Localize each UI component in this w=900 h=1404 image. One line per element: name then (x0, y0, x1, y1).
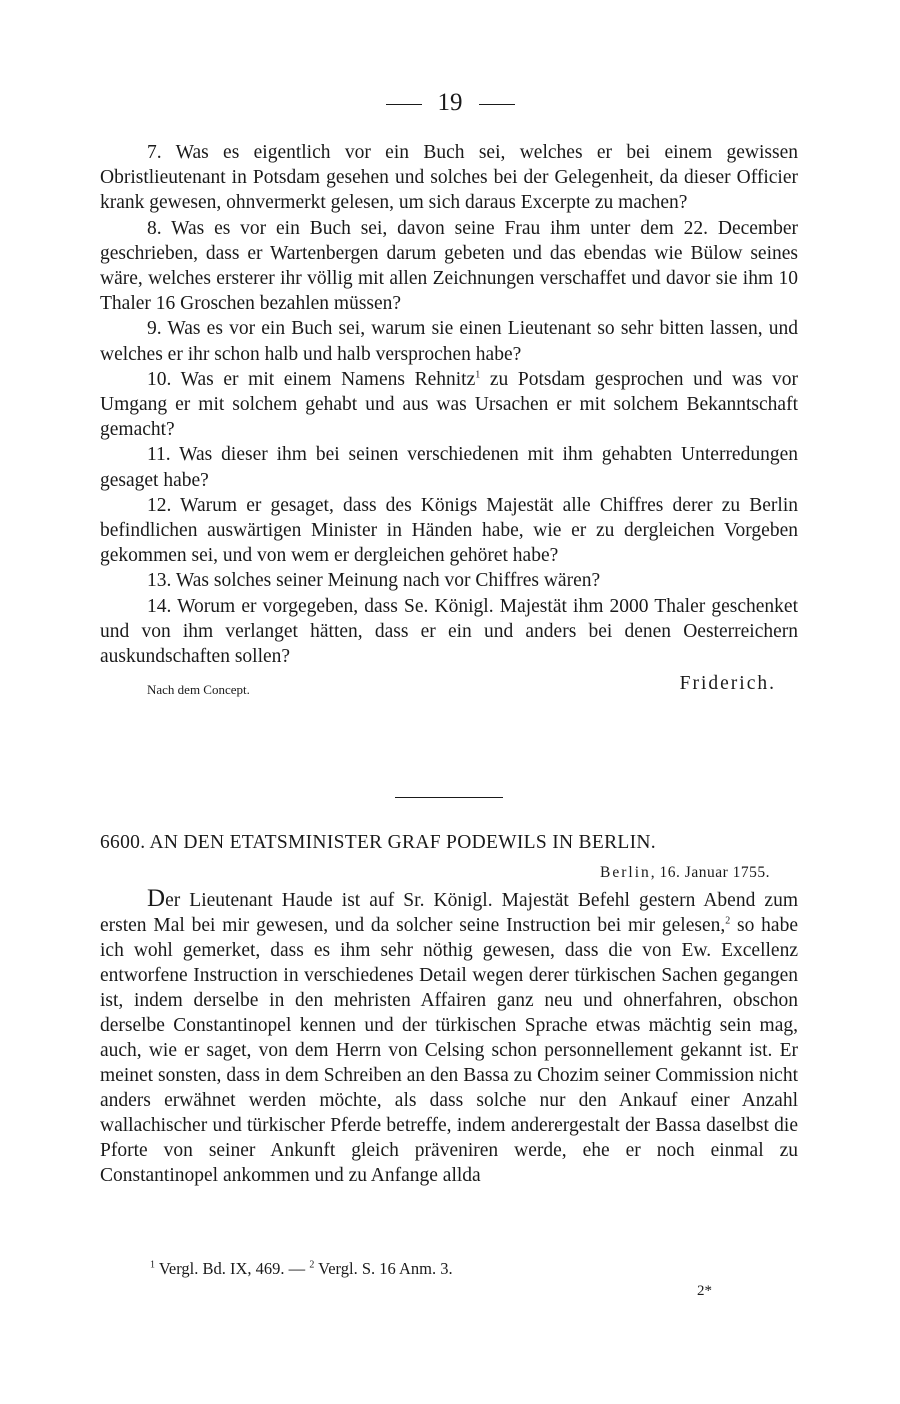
header-dash-left (386, 104, 422, 105)
question-8: 8. Was es vor ein Buch sei, davon seine Frau ihm unter dem 22. December geschrieben, dass er Wartenbergen darum gebeten und das ebendas wie Bülow seines wäre, welches ersterer ihr völlig mit allen Zeichnungen verschaffet und davor sie ihm 10 Thaler 16 Groschen bezahlen müssen? (100, 217, 798, 315)
letter-place: Berlin (600, 864, 651, 881)
letter-heading: 6600. AN DEN ETATSMINISTER GRAF PODEWILS IN BERLIN. (100, 832, 656, 853)
footnote-ref-2: 2 (725, 915, 731, 927)
question-10 (100, 367, 798, 443)
page-header (0, 88, 900, 118)
question-10-text-end: zu Potsdam gesprochen und was vor Umgang er mit solchem gehabt und aus was Ursachen er mit solchem Bekanntschaft gemacht? (100, 368, 798, 441)
question-9: 9. Was es vor ein Buch sei, warum sie einen Lieutenant so sehr bitten lassen, und welches er ihr schon halb und halb versprochen habe? (100, 318, 798, 365)
page-number: 19 (437, 89, 463, 116)
footnote-ref-1: 1 (475, 369, 481, 381)
section-divider (395, 797, 503, 798)
source-note: Nach dem Concept. (147, 682, 250, 698)
signature: Friderich. (679, 673, 776, 695)
footnote-2-number: 2 (309, 1259, 315, 1271)
letter-date: , 16. Januar 1755. (650, 864, 770, 881)
footnote-2-text: Vergl. S. 16 Anm. 3. (314, 1259, 453, 1278)
footnote-1-number: 1 (150, 1259, 155, 1271)
letter-text-start: er Lieutenant Haude ist auf Sr. Königl. Majestät Befehl gestern Abend zum ersten Mal bei mir gewesen, und da solcher seine Instruction bei mir gelesen, (100, 890, 798, 936)
drop-cap: D (147, 885, 166, 912)
footnote-1-text: Vergl. Bd. IX, 469. — (155, 1259, 310, 1278)
signature-line (100, 671, 798, 700)
question-12: 12. Warum er gesaget, dass des Königs Majestät alle Chiffres derer zu Berlin befindlichen auswärtigen Minister in Händen habe, wie er zu dergleichen Vorgeben gekommen sei, und von wem er dergleichen gehöret habe? (100, 494, 798, 567)
header-dash-right (479, 104, 515, 105)
footnotes (150, 1258, 453, 1280)
question-11: 11. Was dieser ihm bei seinen verschiedenen mit ihm gehabten Unterredungen gesaget habe? (100, 444, 798, 491)
letter-body (100, 886, 798, 1188)
question-14: 14. Worum er vorgegeben, dass Se. Königl. Majestät ihm 2000 Thaler geschenket und von ihm verlanget hätten, dass er ein und anders bei denen Oesterreichern auskundschaften sollen? (100, 595, 798, 668)
letter-text-end: so habe ich wohl gemerket, dass es ihm sehr nöthig gewesen, dass die von Ew. Excellenz entworfene Instruction in verschiedenes Detail wegen derer türkischen Sachen gegangen ist, indem derselbe in den mehristen Affairen ganz neu und ohnerfahren, obschon derselbe Constantinopel kennen und der türkischen Sprache etwas mächtig sein mag, auch, wie er saget, von dem Herrn von Celsing schon personnellement gekannt ist. Er meinet sonsten, dass in dem Schreiben an den Bassa zu Chozim seiner Commission nicht anders erwähnet werden möchte, als dass solche nur den Ankauf einer Anzahl wallachischer und türkischer Pferde betreffe, indem anderergestalt der Bassa daselbst die Pforte von seiner Ankunft gleich präveniren werde, ehe er noch einmal zu Constantinopel ankommen und zu Anfange allda (100, 915, 798, 1186)
sheet-signature-mark: 2* (697, 1283, 712, 1299)
letter-dateline (600, 862, 770, 884)
question-7: 7. Was es eigentlich vor ein Buch sei, welches er bei einem gewissen Obristlieutenant in Potsdam gesehen und solches bei der Gelegenheit, da dieser Officier krank gewesen, ohnvermerkt gelesen, um sich daraus Excerpte zu machen? (100, 142, 798, 214)
letter-paragraph (100, 886, 798, 1188)
question-10-text-start: 10. Was er mit einem Namens Rehnitz (147, 368, 476, 390)
question-list (100, 140, 798, 700)
question-13: 13. Was solches seiner Meinung nach vor Chiffres wären? (147, 570, 601, 592)
